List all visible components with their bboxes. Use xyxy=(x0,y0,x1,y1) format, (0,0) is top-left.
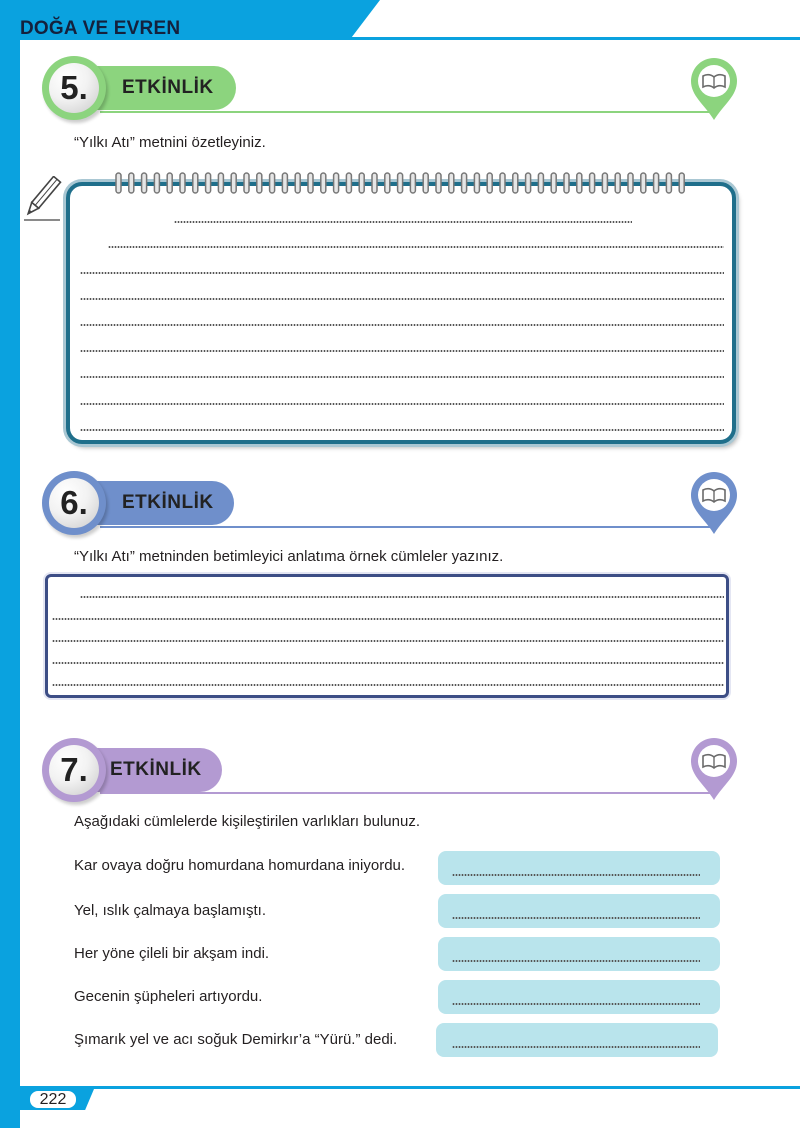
activity-5-label: ETKİNLİK xyxy=(122,77,214,98)
summary-line-3[interactable] xyxy=(80,272,724,274)
sentence-3: Her yöne çileli bir akşam indi. xyxy=(74,945,270,962)
answer-line-1[interactable] xyxy=(452,874,700,876)
answer-line-3[interactable] xyxy=(452,960,700,962)
summary-line-6[interactable] xyxy=(80,350,724,352)
unit-title: DOĞA VE EVREN xyxy=(20,18,181,39)
sentence-4: Gecenin şüpheleri artıyordu. xyxy=(74,988,263,1005)
descriptive-line-3[interactable] xyxy=(52,640,724,642)
answer-line-4[interactable] xyxy=(452,1003,700,1005)
summary-line-7[interactable] xyxy=(80,376,724,378)
activity-6-rule xyxy=(100,526,712,528)
answer-box-5[interactable] xyxy=(436,1023,718,1057)
activity-6-instruction: “Yılkı Atı” metninden betimleyici anlatıma örnek cümleler yazınız. xyxy=(74,548,504,565)
answer-box-4[interactable] xyxy=(438,980,720,1014)
activity-7-label: ETKİNLİK xyxy=(110,759,202,780)
book-pin-icon xyxy=(688,56,740,122)
activity-6-badge xyxy=(42,471,106,535)
answer-box-1[interactable] xyxy=(438,851,720,885)
activity-5-instruction: “Yılkı Atı” metnini özetleyiniz. xyxy=(74,134,266,151)
summary-line-8[interactable] xyxy=(80,403,724,405)
descriptive-line-1[interactable] xyxy=(80,596,724,598)
answer-line-2[interactable] xyxy=(452,917,700,919)
activity-7-number: 7. xyxy=(49,745,99,795)
summary-line-5[interactable] xyxy=(80,324,724,326)
answer-line-5[interactable] xyxy=(452,1046,700,1048)
summary-line-9[interactable] xyxy=(80,429,724,431)
sentence-2: Yel, ıslık çalmaya başlamıştı. xyxy=(74,902,267,919)
summary-line-1[interactable] xyxy=(174,221,632,223)
activity-5-number: 5. xyxy=(49,63,99,113)
pencil-icon xyxy=(22,176,64,222)
book-pin-icon xyxy=(688,736,740,802)
answer-box-3[interactable] xyxy=(438,937,720,971)
sentence-5: Şımarık yel ve acı soğuk Demirkır’a “Yürü.” dedi. xyxy=(74,1031,398,1048)
activity-7-badge xyxy=(42,738,106,802)
left-margin-bar xyxy=(0,0,20,1128)
summary-line-2[interactable] xyxy=(108,246,724,248)
summary-line-4[interactable] xyxy=(80,298,724,300)
book-pin-icon xyxy=(688,470,740,536)
activity-6-number: 6. xyxy=(49,478,99,528)
page-number: 222 xyxy=(30,1091,76,1108)
descriptive-line-4[interactable] xyxy=(52,662,724,664)
activity-7-instruction: Aşağıdaki cümlelerde kişileştirilen varlıkları bulunuz. xyxy=(74,813,420,830)
activity-5-rule xyxy=(100,111,712,113)
activity-5-badge xyxy=(42,56,106,120)
activity-6-label: ETKİNLİK xyxy=(122,492,214,513)
descriptive-line-5[interactable] xyxy=(52,684,724,686)
answer-box-2[interactable] xyxy=(438,894,720,928)
footer-rule xyxy=(20,1086,800,1089)
spiral-binding-icon xyxy=(112,170,692,196)
descriptive-line-2[interactable] xyxy=(52,618,724,620)
sentence-1: Kar ovaya doğru homurdana homurdana iniyordu. xyxy=(74,857,406,874)
descriptive-sentences-box[interactable] xyxy=(45,574,729,698)
activity-7-rule xyxy=(100,792,712,794)
